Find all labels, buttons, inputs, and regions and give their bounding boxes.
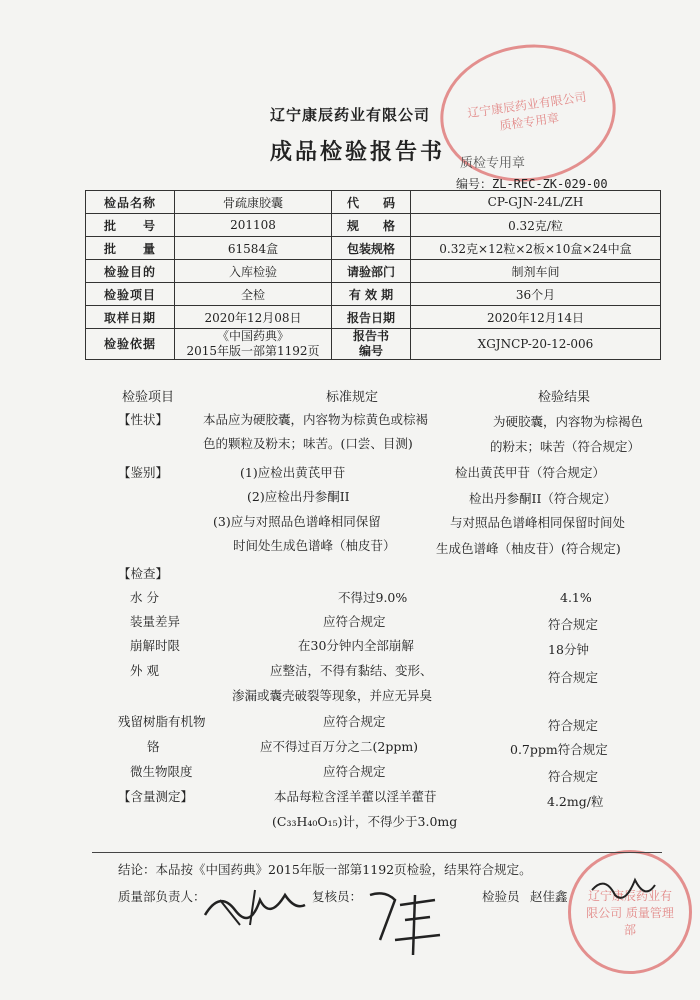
- table-row: [86, 283, 661, 306]
- col-result-header: 检验结果: [538, 390, 591, 405]
- ident-standard-1: (1)应检出黄芪甲苷: [240, 465, 346, 480]
- qa-head-signature: [200, 880, 310, 934]
- basis-line-1: 《中国药典》: [216, 329, 289, 343]
- purpose-label: 检验目的: [86, 260, 175, 283]
- inspector-name: 赵佳鑫: [530, 889, 568, 904]
- quantity-label: 批 量: [86, 237, 175, 260]
- spec-value: 0.32克/粒: [411, 214, 661, 237]
- ident-result-3a: 与对照品色谱峰相同保留时间处: [450, 515, 626, 530]
- code-label: 代 码: [332, 191, 411, 214]
- traits-standard-line-1: 本品应为硬胶囊，内容物为棕黄色或棕褐: [203, 412, 429, 427]
- ident-standard-2: (2)应检出丹参酮II: [247, 489, 350, 504]
- col-item-header: 检验项目: [122, 390, 175, 405]
- resin-label: 残留树脂有机物: [118, 714, 206, 729]
- page-title: 成品检验报告书: [270, 140, 446, 165]
- traits-standard-line-2: 色的颗粒及粉末；味苦。(口尝、目测): [203, 436, 413, 451]
- validity-value: 36个月: [411, 283, 661, 306]
- stamp-label: 质检专用章: [460, 156, 526, 171]
- appear-label: 外 观: [130, 663, 159, 678]
- validity-label: 有 效 期: [332, 283, 411, 306]
- package-value: 0.32克×12粒×2板×10盒×24中盒: [411, 237, 661, 260]
- bottom-seal-text: 辽宁康辰药业有限公司 质量管理部: [586, 888, 674, 937]
- micro-result: 符合规定: [548, 769, 599, 784]
- purpose-value: 入库检验: [175, 260, 332, 283]
- inspector-signature: [590, 870, 660, 914]
- appear-standard-line-2: 渗漏或囊壳破裂等现象，并应无异臭: [232, 688, 433, 703]
- traits-result-line-1: 为硬胶囊，内容物为棕褐色: [493, 414, 644, 429]
- assay-standard-line-1: 本品每粒含淫羊藿以淫羊藿苷: [274, 789, 437, 804]
- table-row: [86, 260, 661, 283]
- package-label: 包装规格: [332, 237, 411, 260]
- table-row: [86, 214, 661, 237]
- table-row: [86, 306, 661, 329]
- traits-label: 【性状】: [118, 412, 169, 427]
- appear-standard-line-1: 应整洁，不得有黏结、变形、: [270, 663, 433, 678]
- document-number: 编号：ZL-REC-ZK-029-00: [456, 177, 608, 191]
- reviewer-signature-icon: [365, 885, 445, 960]
- disint-label: 崩解时限: [130, 638, 181, 653]
- conclusion-divider: [92, 852, 662, 853]
- traits-result-line-2: 的粉末；味苦（符合规定）: [490, 439, 641, 454]
- weight-label: 装量差异: [130, 614, 181, 629]
- assay-result: 4.2mg/粒: [547, 794, 604, 809]
- items-value: 全检: [175, 283, 332, 306]
- qa-head-label: 质量部负责人：: [118, 889, 206, 904]
- report-no-label: [332, 329, 411, 360]
- ident-label: 【鉴别】: [118, 465, 169, 480]
- items-label: 检验项目: [86, 283, 175, 306]
- basis-line-2: 2015年版一部第1192页: [186, 344, 320, 358]
- ident-result-2: 检出丹参酮II（符合规定）: [469, 491, 617, 506]
- top-seal-text: 辽宁康辰药业有限公司 质检专用章: [466, 89, 588, 134]
- disint-standard: 在30分钟内全部崩解: [298, 638, 414, 653]
- sample-date-value: 2020年12月08日: [175, 306, 332, 329]
- info-table: [85, 190, 661, 360]
- spec-label: 规 格: [332, 214, 411, 237]
- chrome-standard: 应不得过百万分之二(2ppm): [260, 739, 419, 754]
- water-label: 水 分: [130, 590, 159, 605]
- report-no-label-line-1: 报告书: [352, 329, 389, 343]
- company-name: 辽宁康辰药业有限公司: [269, 106, 430, 124]
- ident-result-1: 检出黄芪甲苷（符合规定）: [455, 465, 606, 480]
- ident-result-3b: 生成色谱峰（柚皮苷）(符合规定): [436, 541, 621, 556]
- table-row: [86, 237, 661, 260]
- sample-date-label: 取样日期: [86, 306, 175, 329]
- basis-value: [175, 329, 332, 360]
- resin-standard: 应符合规定: [323, 714, 386, 729]
- code-value: CP-GJN-24L/ZH: [411, 191, 661, 214]
- report-no-label-line-2: 编号: [358, 344, 383, 358]
- resin-result: 符合规定: [548, 718, 599, 733]
- chrome-label: 铬: [147, 739, 160, 754]
- micro-standard: 应符合规定: [323, 764, 386, 779]
- dept-value: 制剂车间: [411, 260, 661, 283]
- weight-standard: 应符合规定: [323, 614, 386, 629]
- col-standard-header: 标准规定: [326, 390, 379, 405]
- assay-standard-line-2: (C₃₃H₄₀O₁₅)计，不得少于3.0mg: [272, 814, 458, 829]
- disint-result: 18分钟: [548, 642, 589, 657]
- quantity-value: 61584盒: [175, 237, 332, 260]
- batch-label: 批 号: [86, 214, 175, 237]
- report-date-label: 报告日期: [332, 306, 411, 329]
- reviewer-label: 复核员：: [312, 889, 363, 904]
- report-date-value: 2020年12月14日: [411, 306, 661, 329]
- dept-label: 请验部门: [332, 260, 411, 283]
- assay-label: 【含量测定】: [118, 789, 194, 804]
- weight-result: 符合规定: [548, 617, 599, 632]
- water-standard: 不得过9.0%: [338, 590, 408, 605]
- basis-label: 检验依据: [86, 329, 175, 360]
- conclusion-text: 结论：本品按《中国药典》2015年版一部第1192页检验，结果符合规定。: [118, 862, 532, 877]
- batch-value: 201108: [175, 214, 332, 237]
- check-label: 【检查】: [118, 566, 169, 581]
- reviewer-signature: [365, 885, 445, 964]
- appear-result: 符合规定: [548, 670, 599, 685]
- micro-label: 微生物限度: [130, 764, 193, 779]
- ident-standard-3b: 时间处生成色谱峰（柚皮苷）: [233, 538, 396, 553]
- product-name-value: 骨疏康胶囊: [175, 191, 332, 214]
- report-no-value: XGJNCP-20-12-006: [411, 329, 661, 360]
- inspector-signature-icon: [590, 870, 660, 910]
- water-result: 4.1%: [560, 590, 592, 605]
- table-row: [86, 191, 661, 214]
- chrome-result: 0.7ppm符合规定: [510, 742, 608, 757]
- product-name-label: 检品名称: [86, 191, 175, 214]
- ident-standard-3a: (3)应与对照品色谱峰相同保留: [213, 514, 381, 529]
- inspector-label: 检验员: [482, 889, 520, 904]
- qa-head-signature-icon: [200, 880, 310, 930]
- table-row: [86, 329, 661, 360]
